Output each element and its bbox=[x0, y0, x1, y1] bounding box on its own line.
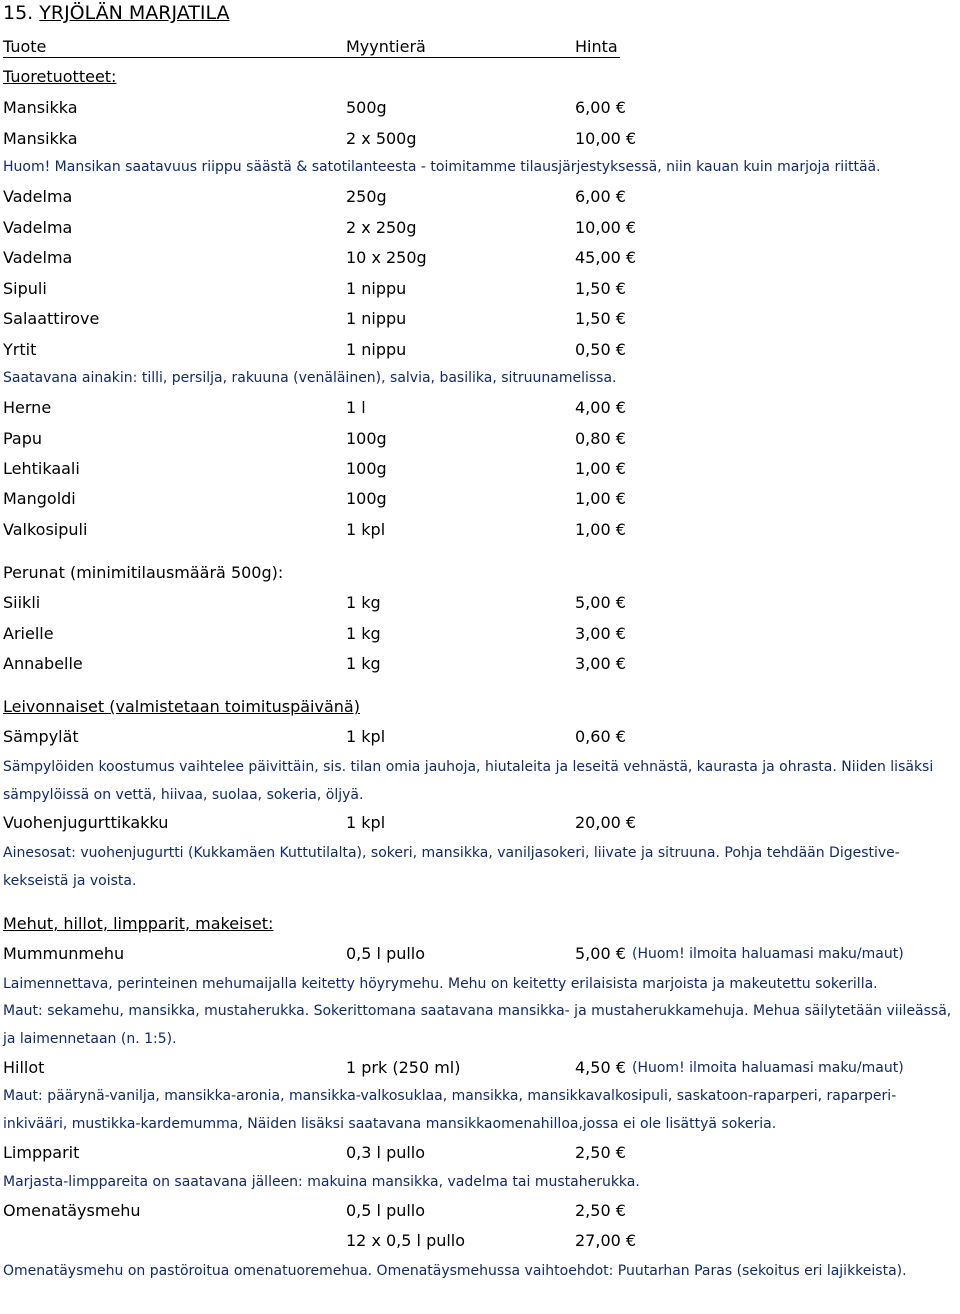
product-price: 2,50 € bbox=[575, 1201, 626, 1220]
product-name: Sipuli bbox=[3, 279, 47, 298]
product-price: 2,50 € bbox=[575, 1143, 626, 1162]
product-unit: 0,5 l pullo bbox=[346, 944, 426, 963]
product-unit: 10 x 250g bbox=[346, 248, 427, 267]
product-unit: 1 kpl bbox=[346, 727, 386, 746]
product-name: Hillot bbox=[3, 1058, 45, 1077]
note-rolls: Sämpylöiden koostumus vaihtelee päivittäin, sis. tilan omia jauhoja, hiutaleita ja leseitä vehnästä, kaurasta ja ohrasta. Niiden lisäksi sämpylöissä on vettä, hiivaa, suolaa, sokeria, öljyä. bbox=[3, 759, 934, 803]
product-name: Herne bbox=[3, 398, 52, 417]
product-unit: 100g bbox=[346, 489, 387, 508]
product-price: 6,00 € bbox=[575, 98, 626, 117]
product-unit: 0,3 l pullo bbox=[346, 1143, 426, 1162]
product-name: Mangoldi bbox=[3, 489, 76, 508]
header-underline bbox=[3, 57, 620, 58]
note-lemonade: Marjasta-limppareita on saatavana jälleen: makuina mansikka, vadelma tai mustaherukka. bbox=[3, 1174, 640, 1190]
product-name: Annabelle bbox=[3, 654, 83, 673]
product-price: 4,00 € bbox=[575, 398, 626, 417]
product-unit: 100g bbox=[346, 429, 387, 448]
product-price: 4,50 € bbox=[575, 1058, 626, 1077]
product-unit: 12 x 0,5 l pullo bbox=[346, 1231, 466, 1250]
product-unit: 1 kg bbox=[346, 593, 381, 612]
section-fresh: Tuoretuotteet: bbox=[3, 67, 117, 86]
order-note: (Huom! ilmoita haluamasi maku/maut) bbox=[632, 1060, 904, 1076]
product-name: Mansikka bbox=[3, 98, 78, 117]
product-name: Vadelma bbox=[3, 248, 73, 267]
product-unit: 500g bbox=[346, 98, 387, 117]
product-price: 10,00 € bbox=[575, 129, 637, 148]
product-name: Omenatäysmehu bbox=[3, 1201, 141, 1220]
product-unit: 1 nippu bbox=[346, 340, 407, 359]
product-price: 1,00 € bbox=[575, 459, 626, 478]
product-price: 0,60 € bbox=[575, 727, 626, 746]
product-unit: 1 l bbox=[346, 398, 366, 417]
product-unit: 1 nippu bbox=[346, 309, 407, 328]
document-title bbox=[3, 2, 230, 24]
product-unit: 250g bbox=[346, 187, 387, 206]
product-unit: 2 x 250g bbox=[346, 218, 417, 237]
product-name: Mansikka bbox=[3, 129, 78, 148]
note-herbs: Saatavana ainakin: tilli, persilja, rakuuna (venäläinen), salvia, basilika, sitruunamelissa. bbox=[3, 370, 617, 386]
product-unit: 1 kpl bbox=[346, 520, 386, 539]
section-potatoes: Perunat (minimitilausmäärä 500g): bbox=[3, 563, 284, 582]
product-price: 6,00 € bbox=[575, 187, 626, 206]
product-name: Vadelma bbox=[3, 218, 73, 237]
product-price: 10,00 € bbox=[575, 218, 637, 237]
product-price: 1,50 € bbox=[575, 309, 626, 328]
product-name: Siikli bbox=[3, 593, 41, 612]
product-name: Sämpylät bbox=[3, 727, 79, 746]
product-price: 0,50 € bbox=[575, 340, 626, 359]
product-name: Lehtikaali bbox=[3, 459, 80, 478]
product-unit: 1 nippu bbox=[346, 279, 407, 298]
product-price: 0,80 € bbox=[575, 429, 626, 448]
product-unit: 1 kg bbox=[346, 654, 381, 673]
product-name: Valkosipuli bbox=[3, 520, 88, 539]
product-name: Arielle bbox=[3, 624, 54, 643]
product-price: 5,00 € bbox=[575, 593, 626, 612]
note-juice-flavours: Maut: sekamehu, mansikka, mustaherukka. Sokerittomana saatavana mansikka- ja mustaherukkamehuja. Mehua säilytetään viileässä, ja laimennetaan (n. 1:5). bbox=[3, 1003, 952, 1047]
product-unit: 1 kpl bbox=[346, 813, 386, 832]
note-jams: Maut: päärynä-vanilja, mansikka-aronia, mansikka-valkosuklaa, mansikka, mansikkavalkosipuli, saskatoon-raparperi, raparperi-inkivääri, mustikka-kardemumma, Näiden lisäksi saatavana mansikkaomenahilloa,jossa ei ole lisättyä sokeria. bbox=[3, 1088, 897, 1132]
header-price: Hinta bbox=[575, 37, 618, 56]
product-price: 1,50 € bbox=[575, 279, 626, 298]
product-unit: 2 x 500g bbox=[346, 129, 417, 148]
product-price: 3,00 € bbox=[575, 654, 626, 673]
product-name: Yrtit bbox=[3, 340, 37, 359]
note-cake: Ainesosat: vuohenjugurtti (Kukkamäen Kuttutilalta), sokeri, mansikka, vaniljasokeri, liivate ja sitruuna. Pohja tehdään Digestive-kekseistä ja voista. bbox=[3, 845, 900, 889]
product-name: Papu bbox=[3, 429, 43, 448]
section-bakery: Leivonnaiset (valmistetaan toimituspäivänä) bbox=[3, 697, 360, 716]
note-juice-description: Laimennettava, perinteinen mehumaijalla keitetty höyrymehu. Mehu on keitetty erilaisista marjoista ja makeutettu sokerilla. bbox=[3, 976, 878, 992]
order-note: (Huom! ilmoita haluamasi maku/maut) bbox=[632, 946, 904, 962]
header-product: Tuote bbox=[3, 37, 47, 56]
section-juices: Mehut, hillot, limpparit, makeiset: bbox=[3, 914, 274, 933]
product-price: 1,00 € bbox=[575, 489, 626, 508]
farm-name: YRJÖLÄN MARJATILA bbox=[39, 2, 230, 24]
title-number: 15. bbox=[3, 2, 34, 24]
product-unit: 100g bbox=[346, 459, 387, 478]
product-unit: 1 kg bbox=[346, 624, 381, 643]
product-price: 20,00 € bbox=[575, 813, 637, 832]
product-price: 27,00 € bbox=[575, 1231, 637, 1250]
product-unit: 1 prk (250 ml) bbox=[346, 1058, 461, 1077]
product-price: 3,00 € bbox=[575, 624, 626, 643]
note-apple-juice: Omenatäysmehu on pastöroitua omenatuoremehua. Omenatäysmehussa vaihtoehdot: Puutarhan Paras (sekoitus eri lajikkeista). bbox=[3, 1263, 907, 1279]
product-unit: 0,5 l pullo bbox=[346, 1201, 426, 1220]
product-name: Vadelma bbox=[3, 187, 73, 206]
product-name: Limpparit bbox=[3, 1143, 80, 1162]
product-price: 45,00 € bbox=[575, 248, 637, 267]
product-price: 5,00 € bbox=[575, 944, 626, 963]
product-price: 1,00 € bbox=[575, 520, 626, 539]
header-unit: Myyntierä bbox=[346, 37, 426, 56]
note-strawberry: Huom! Mansikan saatavuus riippu säästä & satotilanteesta - toimitamme tilausjärjestyksessä, niin kauan kuin marjoja riittää. bbox=[3, 159, 881, 175]
product-name: Mummunmehu bbox=[3, 944, 125, 963]
product-name: Vuohenjugurttikakku bbox=[3, 813, 169, 832]
product-name: Salaattirove bbox=[3, 309, 100, 328]
